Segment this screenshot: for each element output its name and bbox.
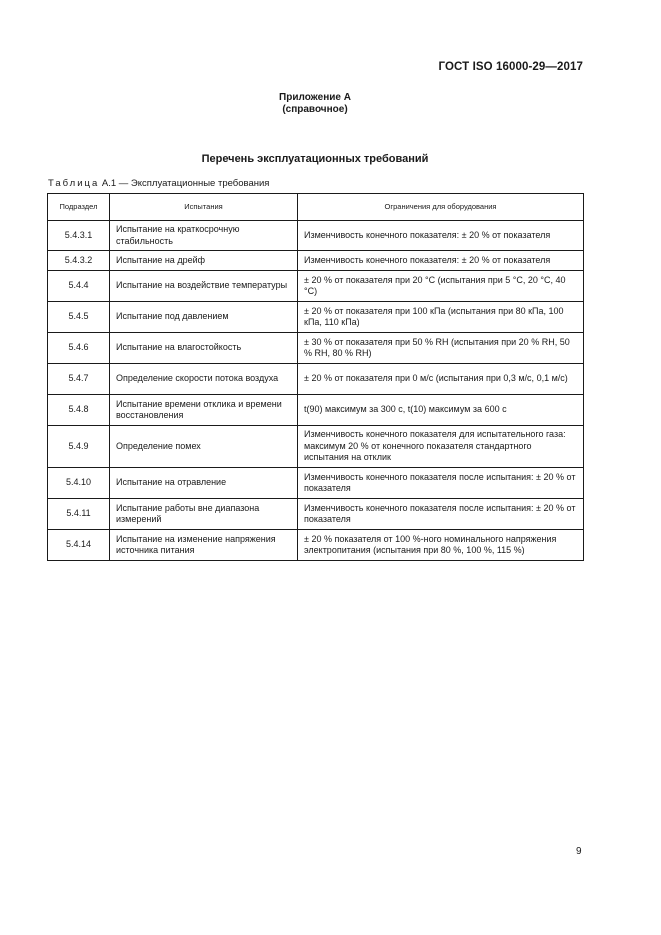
cell-test: Испытание работы вне диапазона измерений: [110, 499, 298, 530]
cell-test: Определение скорости потока воздуха: [110, 364, 298, 395]
annex-subtitle: (справочное): [282, 104, 348, 115]
table-row: [48, 221, 584, 251]
cell-subsection: 5.4.10: [48, 468, 110, 499]
cell-limit: ± 30 % от показателя при 50 % RH (испытания при 20 % RH, 50 % RH, 80 % RH): [298, 333, 584, 364]
cell-limit: Изменчивость конечного показателя после испытания: ± 20 % от показателя: [298, 468, 584, 499]
header-tests: Испытания: [110, 194, 298, 221]
cell-limit: ± 20 % от показателя при 0 м/с (испытания при 0,3 м/с, 0,1 м/с): [298, 364, 584, 395]
table-caption-prefix: Таблица: [48, 178, 100, 189]
cell-limit: Изменчивость конечного показателя: ± 20 % от показателя: [298, 221, 584, 251]
table-row: [48, 251, 584, 271]
document-code: ГОСТ ISO 16000-29—2017: [438, 61, 583, 73]
annex-heading: [0, 92, 630, 116]
cell-limit: ± 20 % от показателя при 20 °С (испытания при 5 °С, 20 °С, 40 °С): [298, 271, 584, 302]
cell-limit: Изменчивость конечного показателя: ± 20 % от показателя: [298, 251, 584, 271]
cell-test: Испытание на изменение напряжения источника питания: [110, 530, 298, 561]
table-row: [48, 271, 584, 302]
cell-limit: Изменчивость конечного показателя после испытания: ± 20 % от показателя: [298, 499, 584, 530]
table-row: [48, 426, 584, 468]
table-row: [48, 364, 584, 395]
cell-limit: ± 20 % от показателя при 100 кПа (испытания при 80 кПа, 100 кПа, 110 кПа): [298, 302, 584, 333]
cell-subsection: 5.4.8: [48, 395, 110, 426]
table-row: [48, 468, 584, 499]
table-caption-text: А.1 — Эксплуатационные требования: [99, 178, 270, 189]
cell-limit: t(90) максимум за 300 с, t(10) максимум за 600 с: [298, 395, 584, 426]
cell-test: Испытание на дрейф: [110, 251, 298, 271]
section-title: Перечень эксплуатационных требований: [201, 153, 429, 165]
cell-subsection: 5.4.14: [48, 530, 110, 561]
table-row: [48, 333, 584, 364]
table-row: [48, 302, 584, 333]
cell-subsection: 5.4.9: [48, 426, 110, 468]
cell-subsection: 5.4.3.1: [48, 221, 110, 251]
cell-test: Испытание под давлением: [110, 302, 298, 333]
table-caption: [48, 178, 269, 189]
table-header-row: [48, 194, 584, 221]
cell-subsection: 5.4.4: [48, 271, 110, 302]
table-row: [48, 395, 584, 426]
cell-test: Определение помех: [110, 426, 298, 468]
cell-subsection: 5.4.3.2: [48, 251, 110, 271]
cell-test: Испытание на краткосрочную стабильность: [110, 221, 298, 251]
header-limits: Ограничения для оборудования: [298, 194, 584, 221]
table-row: [48, 499, 584, 530]
cell-subsection: 5.4.5: [48, 302, 110, 333]
cell-subsection: 5.4.6: [48, 333, 110, 364]
cell-subsection: 5.4.11: [48, 499, 110, 530]
cell-test: Испытание на воздействие температуры: [110, 271, 298, 302]
requirements-table: [47, 193, 584, 561]
annex-title: Приложение А: [279, 92, 351, 103]
cell-limit: ± 20 % показателя от 100 %-ного номинального напряжения электропитания (испытания при 80 %, 100 %, 115 %): [298, 530, 584, 561]
cell-test: Испытание времени отклика и времени восстановления: [110, 395, 298, 426]
cell-test: Испытание на влагостойкость: [110, 333, 298, 364]
cell-limit: Изменчивость конечного показателя для испытательного газа: максимум 20 % от конечного показателя стандартного испытания на отклик: [298, 426, 584, 468]
page-number: 9: [576, 846, 582, 857]
table-row: [48, 530, 584, 561]
cell-test: Испытание на отравление: [110, 468, 298, 499]
header-subsection: Подраздел: [48, 194, 110, 221]
cell-subsection: 5.4.7: [48, 364, 110, 395]
